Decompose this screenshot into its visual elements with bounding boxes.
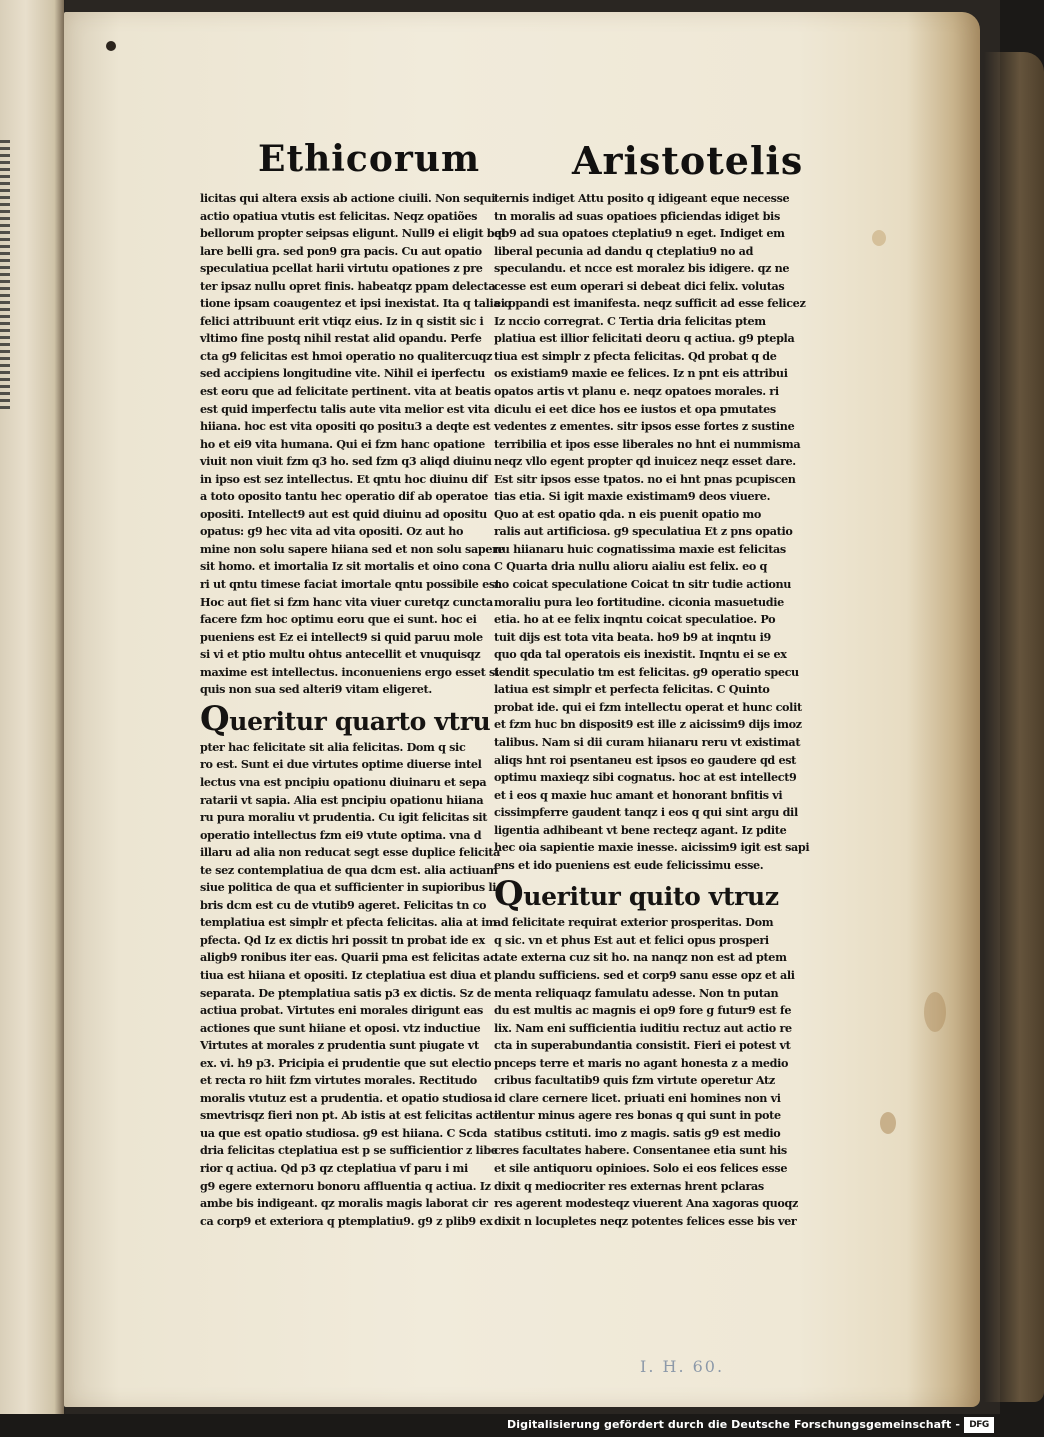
text-line: neqz vllo egent propter qd inuicez neqz esset dare.	[494, 454, 796, 469]
text-line: bellorum propter seipsas eligunt. Null9 ei eligit bel	[200, 226, 505, 241]
text-line: pter hac felicitate sit alia felicitas. Dom q sic	[200, 739, 466, 754]
text-line: ralis aut artificiosa. g9 speculatiua Et z pns opatio	[494, 524, 793, 539]
text-line: tiua est hiiana et opositi. Iz cteplatiua est diua et	[200, 967, 492, 982]
text-line: tione ipsam coaugentez et ipsi inexistat. Ita q talia q	[200, 296, 512, 311]
text-line: terribilia et ipos esse liberales no hnt ei nummisma	[494, 436, 801, 451]
dfg-logo: DFG	[964, 1417, 994, 1433]
text-line: pfecta. Qd Iz ex dictis hri possit tn probat ide ex	[200, 932, 485, 947]
text-line: separata. De ptemplatiua satis p3 ex dictis. Sz de	[200, 985, 492, 1000]
text-line: tate externa cuz sit ho. na nanqz non est ad ptem	[494, 950, 787, 965]
text-line: pueniens est Ez ei intellect9 si quid paruu mole	[200, 629, 483, 644]
text-line: hiiana. hoc est vita opositi qo positu3 a deqte est	[200, 419, 491, 434]
text-line: cribus facultatib9 quis fzm virtute operetur Atz	[494, 1073, 775, 1088]
text-line: rior q actiua. Qd p3 qz cteplatiua vf paru i mi	[200, 1160, 468, 1175]
paper-stain	[924, 992, 946, 1032]
text-line: in ipso est sez intellectus. Et qntu hoc diuinu dif	[200, 471, 488, 486]
text-line: licitas qui altera exsis ab actione ciuili. Non sequi	[200, 191, 496, 205]
text-column-left	[200, 190, 512, 1230]
text-line: q sic. vn et phus Est aut et felici opus prosperi	[494, 932, 769, 947]
previous-page-text-fragment	[0, 140, 10, 410]
text-line: Est sitr ipsos esse tpatos. no ei hnt pnas pcupiscen	[494, 471, 796, 486]
text-line: ternis indiget Attu posito q idigeant eque necesse	[494, 191, 790, 205]
text-line: sed accipiens longitudine vite. Nihil ei iperfectu	[200, 366, 485, 381]
text-line: bris dcm est cu de vtutib9 ageret. Felicitas tn co	[200, 897, 487, 912]
text-line: actio opatiua vtutis est felicitas. Neqz opatiões	[200, 208, 478, 223]
text-line: moralis vtutuz est a prudentia. et opatio studiosa	[200, 1090, 493, 1105]
page-hole-mark	[106, 41, 116, 51]
text-line: si vi et ptio multu ohtus antecellit et vnuquisqz	[200, 647, 481, 662]
text-line: ad felicitate requirat exterior prosperitas. Dom	[494, 915, 774, 930]
text-line: te sez contemplatiua de qua dcm est. alia actiuam	[200, 862, 498, 877]
text-line: et fzm huc bn disposit9 est ille z aicissim9 dijs imoz	[494, 717, 802, 732]
text-line: latiua est simplr et perfecta felicitas. C Quinto	[494, 682, 770, 697]
running-header-right: Aristotelis	[572, 138, 804, 183]
text-line: aligb9 ronibus iter eas. Quarii pma est felicitas ac	[200, 950, 497, 965]
text-line: tn moralis ad suas opatioes pficiendas idiget bis	[494, 208, 780, 223]
left-column-text-after	[200, 739, 500, 1230]
text-line: dentur minus agere res bonas q qui sunt in pote	[494, 1108, 781, 1123]
text-line: qb9 ad sua opatoes cteplatiu9 n eget. Indiget em	[494, 226, 785, 241]
text-line: et recta ro hiit fzm virtutes morales. Rectitudo	[200, 1073, 477, 1088]
text-line: speculatiua pcellat harii virtutu opationes z pre	[200, 261, 483, 276]
text-line: dixit q mediocriter res externas hrent pclaras	[494, 1178, 764, 1193]
text-line: diculu ei eet dice hos ee iustos et opa pmutates	[494, 401, 776, 416]
paper-stain	[880, 1112, 896, 1134]
text-line: ho et ei9 vita humana. Qui ei fzm hanc opatione	[200, 436, 485, 451]
text-line: est eoru que ad felicitate pertinent. vita at beatis	[200, 384, 491, 399]
text-line: cesse est eum operari si debeat dici felix. volutas	[494, 278, 785, 293]
text-line: mine non solu sapere hiiana sed et non solu sapere	[200, 541, 505, 556]
text-line: ambe bis indigeant. qz moralis magis laborat cir	[200, 1196, 488, 1211]
text-line: ua que est opatio studiosa. g9 est hiiana. C Scda	[200, 1125, 488, 1140]
text-line: lix. Nam eni sufficientia iuditiu rectuz aut actio re	[494, 1020, 792, 1035]
funding-notice: Digitalisierung gefördert durch die Deutsche Forschungsgemeinschaft -	[507, 1418, 960, 1431]
left-column-text-before	[200, 190, 512, 699]
text-line: ex. vi. h9 p3. Pricipia ei prudentie que sut electio	[200, 1055, 492, 1070]
text-line: id clare cernere licet. priuati eni homines non vi	[494, 1090, 781, 1105]
text-line: vltimo fine postq nihil restat alid opandu. Perfe	[200, 331, 482, 346]
text-line: illaru ad alia non reducat segt esse duplice felicita	[200, 845, 500, 860]
text-line: Quo at est opatio qda. n eis puenit opatio mo	[494, 506, 761, 521]
text-line: talibus. Nam si dii curam hiianaru reru vt existimat	[494, 734, 801, 749]
text-line: et sile antiquoru opinioes. Solo ei eos felices esse	[494, 1160, 788, 1175]
text-line: cissimpferre gaudent tanqz i eos q qui sint argu dil	[494, 805, 798, 820]
text-line: ca corp9 et exteriora q ptemplatiu9. g9 z plib9 ex	[200, 1213, 493, 1228]
text-line: opositi. Intellect9 aut est quid diuinu ad opositu	[200, 506, 487, 521]
text-line: lare belli gra. sed pon9 gra pacis. Cu aut opatio	[200, 243, 482, 258]
text-line: et i eos q maxie huc amant et honorant bnfitis vi	[494, 787, 783, 802]
text-line: ru pura moraliu vt prudentia. Cu igit felicitas sit	[200, 810, 488, 825]
text-line: operatio intellectus fzm ei9 vtute optima. vna d	[200, 827, 482, 842]
text-line: Hoc aut fiet si fzm hanc vita viuer curetqz cuncta	[200, 594, 493, 609]
text-line: vedentes z ementes. sitr ipsos esse fortes z sustine	[494, 419, 795, 434]
text-line: ri ut qntu timese faciat imortale qntu possibile est	[200, 577, 500, 592]
heading-text: ueritur quito vtruz	[523, 882, 779, 912]
text-line: aliqs hnt roi psentaneu est ipsos eo gaudere qd est	[494, 752, 796, 767]
text-line: optimu maxieqz sibi cognatus. hoc at est intellect9	[494, 770, 797, 785]
text-line: ter ipsaz nullu opret finis. habeatqz ppam delecta	[200, 278, 496, 293]
text-line: plandu sufficiens. sed et corp9 sanu esse opz et ali	[494, 967, 795, 982]
text-line: est quid imperfectu talis aute vita melior est vita	[200, 401, 490, 416]
heading-text: ueritur quarto vtru	[229, 706, 491, 736]
text-line: tuit dijs est tota vita beata. ho9 b9 at inqntu i9	[494, 629, 771, 644]
text-line: cta in superabundantia consistit. Fieri ei potest vt	[494, 1038, 791, 1053]
text-line: quo qda tal operatois eis inexistit. Inqntu ei se ex	[494, 647, 787, 662]
text-line: Iz nccio corregrat. C Tertia dria felicitas ptem	[494, 313, 766, 328]
text-line: actiua probat. Virtutes eni morales dirigunt eas	[200, 1003, 484, 1018]
text-line: dria felicitas cteplatiua est p se sufficientior z libe	[200, 1143, 498, 1158]
text-line: sit homo. et imortalia Iz sit mortalis et oino cona	[200, 559, 491, 574]
text-line: felici attribuunt erit vtiqz eius. Iz in q sistit sic i	[200, 313, 484, 328]
text-line: facere fzm hoc optimu eoru que ei sunt. hoc ei	[200, 612, 477, 627]
text-line: probat ide. qui ei fzm intellectu operat et hunc colit	[494, 699, 802, 714]
text-line: cta g9 felicitas est hmoi operatio no qualitercuqz	[200, 348, 493, 363]
text-line: templatiua est simplr et pfecta felicitas. alia at im	[200, 915, 497, 930]
paper-stain	[872, 230, 886, 246]
text-line: etia. ho at ee felix inqntu coicat speculatioe. Po	[494, 612, 776, 627]
text-line: hec oia sapientie maxie inesse. aicissim9 igit est sapi	[494, 840, 810, 855]
text-line: ro est. Sunt ei due virtutes optime diuerse intel	[200, 757, 482, 772]
running-header-left: Ethicorum	[258, 138, 481, 180]
text-line: res agerent modesteqz viuerent Ana xagoras quoqz	[494, 1196, 798, 1211]
text-line: viuit non viuit fzm q3 ho. sed fzm q3 aliqd diuinu	[200, 454, 492, 469]
text-line: Virtutes at morales z prudentia sunt piugate vt	[200, 1038, 479, 1053]
right-column-text-before	[494, 190, 810, 874]
text-line: opatos artis vt planu e. neqz opatoes morales. ri	[494, 384, 779, 399]
text-line: menta reliquaqz famulatu adesse. Non tn putan	[494, 985, 779, 1000]
footer-bar	[0, 1414, 1000, 1437]
text-line: dixit n locupletes neqz potentes felices esse bis ver	[494, 1213, 797, 1228]
text-line: platiua est illior felicitati deoru q actiua. g9 ptepla	[494, 331, 795, 346]
text-line: siue politica de qua et sufficienter in supioribus li	[200, 880, 497, 895]
shelfmark-stamp: I. H. 60.	[640, 1357, 725, 1376]
text-line: tendit speculatio tm est felicitas. g9 operatio specu	[494, 664, 799, 679]
text-line: du est multis ac magnis ei op9 fore g futur9 est fe	[494, 1003, 792, 1018]
text-line: ens et ido pueniens est eude felicissimu esse.	[494, 857, 764, 872]
heading-initial: Q	[200, 698, 230, 739]
text-line: smevtrisqz fieri non pt. Ab istis at est felicitas acti	[200, 1108, 498, 1123]
text-line: lectus vna est pncipiu opationu diuinaru et sepa	[200, 774, 487, 789]
text-line: g9 egere externoru bonoru affluentia q actiua. Iz	[200, 1178, 491, 1193]
heading-initial: Q	[494, 874, 524, 915]
text-line: tias etia. Si igit maxie existimam9 deos viuere.	[494, 489, 771, 504]
section-heading-quarto	[200, 698, 491, 739]
text-line: cres facultates habere. Consentanee etia sunt his	[494, 1143, 787, 1158]
text-line: speculandu. et ncce est moralez bis idigere. qz ne	[494, 261, 790, 276]
text-line: actiones que sunt hiiane et oposi. vtz inductiue	[200, 1020, 481, 1035]
text-line: liberal pecunia ad dandu q cteplatiu9 no ad	[494, 243, 754, 258]
text-line: nu hiianaru huic cognatissima maxie est felicitas	[494, 541, 786, 556]
text-line: statibus cstituti. imo z magis. satis g9 est medio	[494, 1125, 781, 1140]
text-line: no coicat speculatione Coicat tn sitr tudie actionu	[494, 577, 792, 592]
text-line: a toto oposito tantu hec operatio dif ab operatoe	[200, 489, 489, 504]
text-line: moraliu pura leo fortitudine. ciconia masuetudie	[494, 594, 784, 609]
text-line: ligentia adhibeant vt bene recteqz agant. Iz pdite	[494, 822, 787, 837]
text-line: quis non sua sed alteri9 vitam eligeret.	[200, 682, 432, 697]
text-line: C Quarta dria nullu alioru aialiu est felix. eo q	[494, 559, 767, 574]
section-heading-quinto	[494, 874, 779, 915]
text-column-right	[494, 190, 810, 1230]
text-line: opatus: g9 hec vita ad vita opositi. Oz aut ho	[200, 524, 464, 539]
text-line: os existiam9 maxie ee felices. Iz n pnt eis attribui	[494, 366, 788, 381]
right-column-text-after	[494, 914, 798, 1230]
text-line: maxime est intellectus. inconueniens ergo esset si	[200, 664, 499, 679]
previous-page-edge	[0, 0, 64, 1414]
text-line: ratarii vt sapia. Alia est pncipiu opationu hiiana	[200, 792, 484, 807]
text-line: ei opandi est imanifesta. neqz sufficit ad esse felicez	[494, 296, 806, 311]
text-line: tiua est simplr z pfecta felicitas. Qd probat q de	[494, 348, 777, 363]
text-line: pnceps terre et maris no agant honesta z a medio	[494, 1055, 789, 1070]
page-edge-shadow	[984, 52, 1044, 1402]
